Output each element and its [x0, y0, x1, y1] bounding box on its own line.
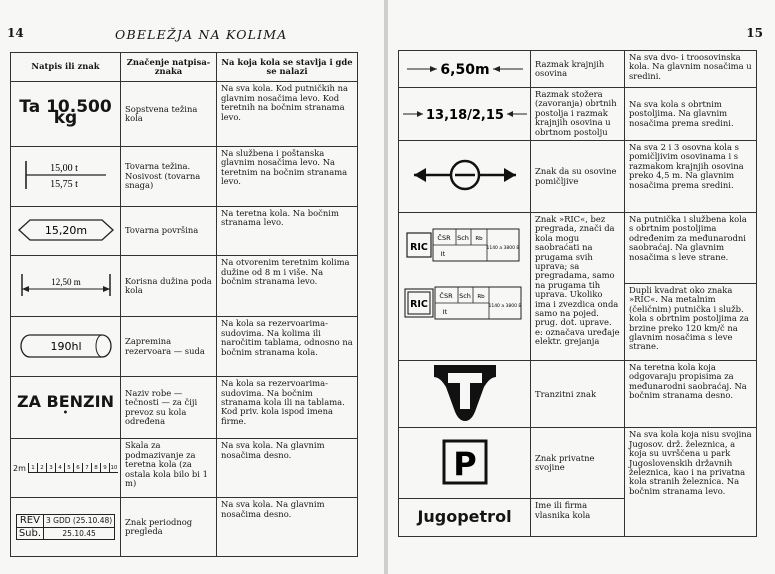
scale-tick: 9 — [100, 463, 109, 472]
ric-sch: Sch — [456, 234, 469, 243]
loading-area-sign — [11, 206, 121, 256]
table-row — [399, 141, 757, 213]
right-page — [388, 0, 775, 574]
table-row — [399, 88, 757, 141]
table-row — [11, 317, 358, 377]
table-row — [11, 498, 358, 557]
left-page — [0, 0, 384, 574]
goods-name-sign: ZA BENZIN — [16, 391, 114, 411]
row-where: Na sva kola s obrtnim postoljima. Na glavnim nosačima prema sredini. — [625, 88, 757, 141]
ric-double-note: 1140 a 3800 B — [487, 304, 522, 310]
table-row — [11, 256, 358, 317]
table-row — [399, 428, 757, 499]
ric-double-csr: ČSR — [438, 292, 453, 301]
ric-rb: Rb — [474, 236, 483, 243]
header-sign: Natpis ili znak — [11, 53, 121, 82]
scale-tick: 10 — [110, 465, 118, 472]
row-meaning: Skala za podmazivanje za teretna kola (za ostala kola bilo bi 1 m) — [121, 439, 217, 498]
rev-label: REV — [16, 515, 43, 527]
table-row — [399, 213, 757, 361]
floor-length-sign — [11, 256, 121, 317]
owner-name-sign: Jugopetrol — [417, 506, 512, 526]
row-meaning: Ime ili firma vlasnika kola — [531, 499, 625, 537]
row-where: Na kola sa rezervoarima-sudovima. Na bočnim stranama kola ili na tablama. Kod priv. kola ispod imena firme. — [217, 377, 358, 439]
table-row — [11, 377, 358, 439]
scale-tick: 1 — [28, 463, 37, 472]
bogie-distance-text: 13,18/2,15 — [426, 107, 504, 123]
row-where: Na sva kola koja nisu svojina Jugosov. drž. železnica, a koja su uvrščena u park Jugoslovenskih državnih železnica, kao i na privatna kola stranih železnica. Na bočnim stranama levo. — [625, 428, 757, 537]
ric-csr: ČSR — [436, 234, 451, 243]
header-where: Na koja kola se stavlja i gde se nalazi — [217, 53, 358, 82]
row-where: Na sva kola. Kod putničkih na glavnim nosačima levo. Kod teretnih na bočnim stranama levo. — [217, 82, 358, 146]
row-meaning: Naziv robe — tečnosti — za čiji prevoz su kola određena — [121, 377, 217, 439]
load-weight-top: 15,00 t — [49, 163, 78, 175]
load-weight-bottom: 15,75 t — [49, 179, 78, 191]
scale-tick: 7 — [82, 463, 91, 472]
scale-prefix: 2m — [13, 463, 26, 473]
tank-volume-text: 190hl — [49, 339, 82, 353]
row-where: Na sva kola. Na glavnim nosačima desno. — [217, 498, 358, 557]
row-meaning: Sopstvena težina kola — [121, 82, 217, 146]
row-meaning: Korisna dužina poda kola — [121, 256, 217, 317]
header-meaning: Značenje natpisa-znaka — [121, 53, 217, 82]
row-meaning: Znak privatne svojine — [531, 428, 625, 499]
tank-volume-sign — [11, 317, 121, 377]
transit-sign-icon — [399, 361, 531, 428]
scale-tick: 6 — [73, 463, 82, 472]
table-row — [11, 206, 358, 256]
row-meaning: Tovarna težina. Nosivost (tovarna snaga) — [121, 146, 217, 206]
scale-tick: 8 — [91, 463, 100, 472]
row-meaning: Zapremina rezervoara — suda — [121, 317, 217, 377]
ric-double-it: It — [442, 308, 447, 317]
scale-tick: 5 — [64, 463, 73, 472]
loading-area-text: 15,20m — [44, 223, 87, 237]
row-meaning: Tovarna površina — [121, 206, 217, 256]
sub-label: Sub. — [16, 527, 43, 539]
private-ownership-sign — [399, 428, 531, 499]
table-row — [11, 439, 358, 498]
left-sign-table — [10, 52, 358, 557]
row-where: Na otvorenim teretnim kolima dužine od 8 m i više. Na bočnim stranama levo. — [217, 256, 358, 317]
ric-double-rb: Rb — [476, 294, 485, 301]
row-meaning: Znak »RIC«, bez pregrada, znači da kola mogu saobraćati na prugama svih uprava; sa pregradama, samo na prugama tih uprava. Ukoliko ima i zvezdica onda samo na pojed. prug. dot. uprave. e: označava uređaje elektr. grejanja — [531, 213, 625, 361]
movable-axle-icon — [399, 141, 531, 213]
row-where: Na teretna kola koja odgovaraju propisima za međunarodni saobraćaj. Na bočnim stranama desno. — [625, 361, 757, 428]
row-where: Na sva 2 i 3 osovna kola s pomičljivim osovinama i s razmakom krajnjih osovina preko 4,5 m. Na glavnim nosačima prema sredini. — [625, 141, 757, 213]
ric-label: RIC — [409, 242, 428, 254]
load-weight-sign — [11, 146, 121, 206]
ric-double-label: RIC — [409, 299, 428, 311]
tare-weight-sign: Ta 10.500 kg — [19, 96, 112, 129]
right-sign-table — [398, 50, 757, 537]
scale-tick: 2 — [37, 463, 46, 472]
axle-distance-text: 6,50m — [439, 61, 490, 78]
goods-dot: • — [62, 408, 69, 420]
row-where: Na kola sa rezervoarima-sudovima. Na kolima ili naročitim tablama, odnosno na bočnim stranama kola. — [217, 317, 358, 377]
running-title: OBELEŽJA NA KOLIMA — [115, 27, 288, 42]
row-where: Na teretna kola. Na bočnim stranama levo. — [217, 206, 358, 256]
ric-it: It — [440, 250, 445, 259]
row-where-split — [625, 213, 757, 361]
revision-stamp-sign — [11, 498, 121, 557]
row-where: Na sva dvo- i troosovinska kola. Na glavnim nosačima u sredini. — [625, 51, 757, 88]
lubrication-scale-sign — [11, 439, 121, 498]
table-row — [399, 361, 757, 428]
row-meaning: Razmak stožera (zavoranja) obrtnih postolja i razmak krajnjih osovina u obrtnom postolju — [531, 88, 625, 141]
ric-signs — [399, 213, 531, 361]
scale-ticks — [28, 463, 118, 473]
row-meaning: Znak da su osovine pomičljive — [531, 141, 625, 213]
table-row — [11, 146, 358, 206]
row-meaning: Tranzitni znak — [531, 361, 625, 428]
row-meaning: Razmak krajnjih osovina — [531, 51, 625, 88]
rev-value: 3 GDD (25.10.48) — [44, 515, 115, 527]
ric-note: 1140 a 3800 B — [485, 246, 520, 252]
bogie-distance-sign — [399, 88, 531, 141]
scale-tick: 3 — [46, 463, 55, 472]
page-number-right: 15 — [746, 26, 763, 40]
axle-distance-sign — [399, 51, 531, 88]
row-where-ric-double: Dupli kvadrat oko znaka »RIC«. Na metalnim (čeličnim) putnička i služb. kola s obrtnim postoljima za brzine preko 120 km/č na glavnim nosačima s leve strane. — [629, 285, 749, 352]
page-number-left: 14 — [7, 26, 24, 40]
scale-tick: 4 — [55, 463, 64, 472]
private-ownership-letter: P — [452, 445, 477, 484]
table-row — [399, 51, 757, 88]
row-where: Na sva kola. Na glavnim nosačima desno. — [217, 439, 358, 498]
row-where-ric: Na putnička i službena kola s obrtnim postoljima određenim za međunarodni saobraćaj. Na glavnim nosačima s leve strane. — [625, 213, 756, 284]
sub-value: 25.10.45 — [44, 527, 115, 539]
row-meaning: Znak periodnog pregleda — [121, 498, 217, 557]
ric-double-sch: Sch — [458, 292, 471, 301]
row-where: Na službena i poštanska glavnim nosačima levo. Na teretnim na bočnim stranama levo. — [217, 146, 358, 206]
table-row — [11, 82, 358, 146]
floor-length-text: 12,50 m — [50, 277, 81, 288]
